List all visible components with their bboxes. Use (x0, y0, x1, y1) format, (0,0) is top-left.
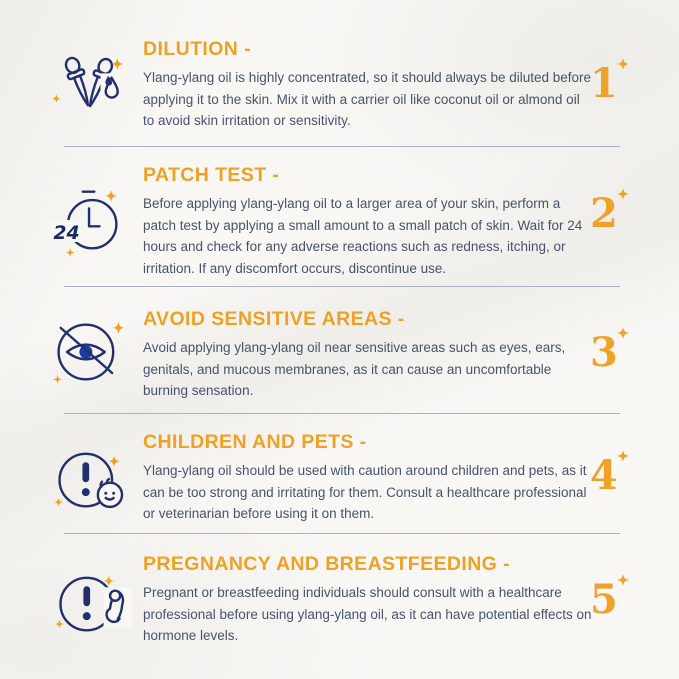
section-title: AVOID SENSITIVE AREAS - (143, 308, 405, 330)
section-body: Before applying ylang-ylang oil to a larger area of your skin, perform a patch test by applying a small amount to a small patch of skin. Wait for 24 hours and check for any adverse reactions such as redness, itching, or irritation. If any discomfort occurs, discontinue use. (143, 196, 583, 276)
step-number-value: 5 (590, 576, 618, 623)
section-avoid-sensitive-areas (0, 286, 679, 413)
no-eye-icon (46, 310, 130, 394)
step-number (590, 190, 650, 237)
clock-24-label: 24 (53, 221, 80, 244)
step-number-value: 3 (590, 329, 618, 376)
section-body: Avoid applying ylang-ylang oil near sensitive areas such as eyes, ears, genitals, and mucous membranes, as it can cause an uncomfortable burning sensation. (143, 340, 566, 398)
step-number-value: 2 (590, 190, 618, 237)
section-pregnancy-breastfeeding (0, 533, 679, 679)
pregnancy-caution-icon (50, 560, 134, 644)
sparkle-icon (616, 449, 630, 463)
section-body: Ylang-ylang oil is highly concentrated, so it should always be diluted before applying it to the skin. Mix it with a carrier oil like coconut oil or almond oil to avoid skin irritation or sensitivity. (143, 70, 592, 128)
step-number (590, 329, 650, 376)
clock-24-icon (46, 178, 130, 262)
dropper-icon (48, 44, 132, 128)
sparkle-icon (616, 187, 630, 201)
child-caution-icon (48, 436, 132, 520)
section-body: Pregnant or breastfeeding individuals should consult with a healthcare professional before using ylang-ylang oil, as it can have potential effects on hormone levels. (143, 585, 592, 643)
section-title: DILUTION - (143, 38, 251, 60)
section-dilution (0, 0, 679, 146)
step-number (590, 60, 650, 107)
section-title: PREGNANCY AND BREASTFEEDING - (143, 553, 510, 575)
sparkle-icon (616, 573, 630, 587)
section-children-and-pets (0, 413, 679, 533)
sparkle-icon (616, 326, 630, 340)
step-number-value: 1 (590, 60, 618, 107)
section-title: CHILDREN AND PETS - (143, 431, 367, 453)
section-patch-test (0, 146, 679, 286)
step-number-value: 4 (590, 452, 618, 499)
step-number (590, 576, 650, 623)
section-title: PATCH TEST - (143, 164, 280, 186)
step-number (590, 452, 650, 499)
section-body: Ylang-ylang oil should be used with caution around children and pets, as it can be too strong and irritating for them. Consult a healthcare professional or veterinarian before using it on them. (143, 463, 587, 521)
sparkle-icon (616, 57, 630, 71)
